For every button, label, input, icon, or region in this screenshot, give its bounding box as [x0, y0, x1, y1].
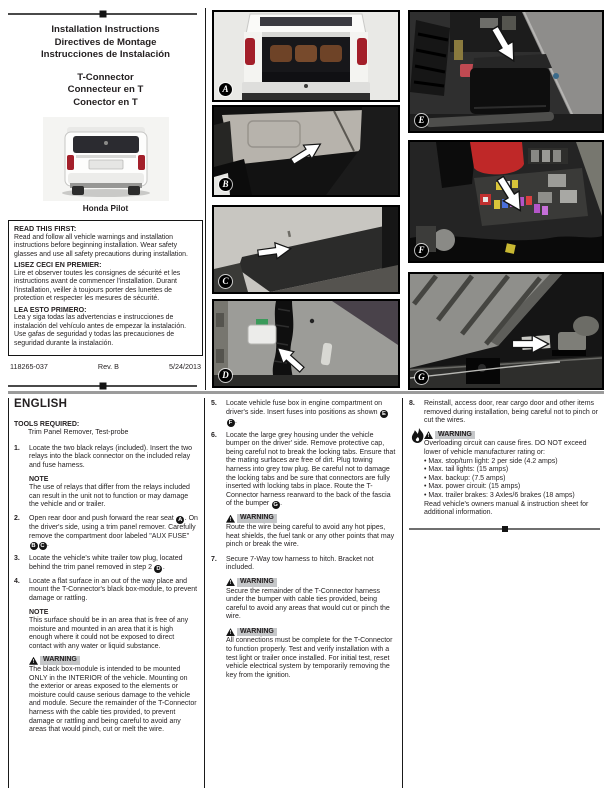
photo-label-a: A: [219, 83, 232, 96]
circled-letter-badge: C: [40, 543, 45, 550]
step-2: [14, 515, 198, 550]
warning-header: [226, 514, 397, 523]
warning-triangle-icon: !: [29, 657, 38, 665]
vehicle-caption: Honda Pilot: [82, 204, 129, 213]
step-text: Open rear door and push forward the rear seat A . On the driver's side, using a trim panel remover. Carefully remove the compartment door labeled "AUX FUSE" B C .: [29, 514, 198, 550]
step-text: Locate a flat surface in an out of the way place and mount the T-Connector's black box-module, to prevent damage or rattling.: [29, 577, 198, 602]
part-number: 118265-037: [10, 362, 48, 371]
warning-header: [226, 628, 397, 637]
footer-rule: [8, 385, 197, 387]
step-text: Locate the large grey housing under the vehicle bumper on the driver' side. Remove protective cap, being careful not to break the locking tabs. Ensure that the mating surfaces are free of dirt. Plug towing harness into grey tow plug. Be careful not to damage the locking tabs and be sure that connectors are fully inserted with locking tabs in place. Route the T-Connector harness rearward to the back of the fascia of the bumper G .: [226, 431, 396, 509]
instructions-column-2: [211, 400, 397, 686]
photo-label-f: F: [415, 244, 428, 257]
photo-a-cargo-area: [212, 10, 400, 102]
note-label: NOTE: [29, 475, 49, 483]
step-number: 7.: [211, 555, 217, 563]
step-number: 5.: [211, 400, 217, 407]
warning-outro: Read vehicle's owners manual & instruction sheet for additional information.: [424, 500, 589, 517]
instructions-column-3: [409, 400, 600, 530]
step-number: 3.: [14, 555, 20, 563]
warning-triangle-icon: !: [226, 515, 235, 523]
warning-body: Secure the remainder of the T-Connector harness under the bumper with cable ties provided, being careful to avoid any areas that would cut or pinch the wire.: [226, 587, 390, 621]
product-line-es: Conector en T: [73, 96, 138, 108]
warning-intro: Overloading circuit can cause fires. DO NOT exceed lower of vehicle manufacturer rating or:: [424, 440, 587, 456]
instructions-column-1: [14, 400, 198, 741]
circled-letter-badge: G: [273, 502, 278, 509]
step-number: 6.: [211, 431, 217, 439]
warning-body: The black box-module is intended to be mounted ONLY in the INTERIOR of the vehicle. Mounting on the exterior or areas exposed to the elements or moisture could cause serious damage to the vehicle and module. Secure the remainder of the T-Connector harness with the cable ties provided, to prevent damage or rattling and being careful to avoid any areas that would pinch, cut or melt the wire.: [29, 666, 197, 734]
warning-rating-list: [424, 458, 600, 501]
rating-bullet-item: • Max. stop/turn light: 2 per side (4.2 amps): [424, 458, 600, 467]
column-divider-top: [205, 8, 206, 390]
column-divider-2: [402, 398, 403, 788]
note-label: NOTE: [29, 608, 49, 616]
step-8: [409, 400, 600, 426]
photo-c-trim-panel: [212, 205, 400, 294]
document-title: [8, 24, 203, 62]
read-first-heading-en: READ THIS FIRST:: [14, 225, 77, 233]
note-body: This surface should be in an area that is free of any moisture and mounted in an area that it is high enough where it could not be exposed to direct contact with any water or liquid substance.: [29, 617, 189, 650]
title-line-en: Installation Instructions: [51, 24, 160, 35]
section-divider-bar: [8, 391, 604, 394]
step-4: [14, 578, 198, 604]
step-text: Locate the two black relays (included). Insert the two relays into the black connector on the included relay and fuse harness.: [29, 444, 193, 469]
step-text: Locate vehicle fuse box in engine compartment on driver's side. Insert fuses into positions as shown EF .: [226, 400, 397, 427]
warning-header: [424, 431, 600, 440]
warning-triangle-icon: !: [226, 628, 235, 636]
warning-word: WARNING: [237, 578, 277, 587]
photo-label-c: C: [219, 275, 232, 288]
step-6: [211, 432, 397, 510]
read-first-heading-fr: LISEZ CECI EN PREMIER:: [14, 261, 102, 269]
note-4: [29, 609, 198, 652]
step-number: 8.: [409, 400, 415, 407]
rule-square: [502, 526, 508, 532]
warning-step-7b: [226, 628, 397, 681]
photo-label-g: G: [415, 371, 428, 384]
step-7: [211, 556, 397, 573]
fire-icon: [411, 428, 425, 444]
read-first-heading-es: LEA ESTO PRIMERO:: [14, 305, 87, 314]
warning-body: Route the wire being careful to avoid any hot pipes, heat shields, the fuel tank or any other points that may pinch or break the wire.: [226, 523, 395, 549]
title-column: [8, 8, 203, 371]
circled-letter-badge: F: [227, 419, 235, 427]
step-number: 4.: [14, 577, 20, 585]
photo-g-grey-tow-plug: [408, 272, 604, 390]
warning-header: [29, 656, 198, 665]
note-body: The use of relays that differ from the relays included can result in the unit not to function or may damage the vehicle and or trailer.: [29, 484, 190, 509]
warning-header: [226, 578, 397, 587]
step-3: [14, 555, 198, 573]
step-1: [14, 445, 198, 471]
note-1: [29, 476, 198, 510]
rating-bullet-item: • Max. power circuit: (15 amps): [424, 483, 600, 492]
document-meta: [8, 362, 203, 371]
title-line-es: Instrucciones de Instalación: [40, 49, 171, 60]
language-heading: ENGLISH: [14, 398, 68, 410]
vehicle-photo: [43, 117, 169, 201]
warning-step-7a: [226, 578, 397, 622]
photo-f-fuse-positions: [408, 140, 604, 263]
read-first-box: [8, 220, 203, 356]
warning-step-6: [226, 514, 397, 549]
column-divider-1: [204, 398, 205, 788]
tools-required-heading: TOOLS REQUIRED:: [14, 420, 80, 428]
step-5: [211, 400, 397, 427]
warning-word: WARNING: [237, 514, 277, 523]
photo-b-floor-panel: [212, 105, 400, 197]
product-name: [8, 72, 203, 110]
step-text: Locate the vehicle's white trailer tow plug, located behind the trim panel removed in step 2 D .: [29, 555, 183, 572]
warning-triangle-icon: !: [226, 578, 235, 586]
photo-d-tow-plug-connector: [212, 299, 400, 388]
warning-fire-hazard: [424, 431, 600, 518]
step-number: 2.: [14, 514, 20, 522]
photo-e-fuse-box-cover: [408, 10, 604, 133]
step-number: 1.: [14, 444, 20, 452]
circled-letter-badge: B: [31, 543, 36, 550]
step-text: Reinstall, access door, rear cargo door and other items removed during installation, being careful not to pinch or cut the wires.: [424, 400, 598, 425]
warning-triangle-icon: !: [424, 431, 433, 439]
photo-label-d: D: [219, 369, 232, 382]
tools-required-body: Trim Panel Remover, Test-probe: [28, 429, 129, 437]
rating-bullet-item: • Max. trailer brakes: 3 Axles/6 brakes (18 amps): [424, 492, 600, 501]
read-first-body-en: Read and follow all vehicle warnings and installation instructions before beginning installation. Wear safety glasses and use all safety precautions during installation.: [14, 233, 188, 258]
step-text: Secure 7-Way tow harness to hitch. Bracket not included.: [226, 555, 374, 572]
circled-letter-badge: D: [156, 565, 161, 572]
read-first-body-fr: Lire et observer toutes les consignes de sécurité et les instructions avant de commencer l'installation. Durant l'installation, veiller à toujours porter des lunettes de protection et respecter les mesures de sécurité.: [14, 269, 181, 302]
warning-step-4: [29, 656, 198, 734]
warning-body: All connections must be complete for the T-Connector to function properly. Test and verify installation with a test light or trailer once installed. For initial test, reset vehicle electrical system by temporarily removing the key from the ignition.: [226, 637, 393, 679]
circled-letter-badge: E: [380, 410, 388, 418]
title-line-fr: Directives de Montage: [54, 36, 157, 48]
warning-word: WARNING: [435, 431, 475, 440]
end-of-document-rule: [409, 528, 600, 530]
read-first-body-es: Lea y siga todas las advertencias e instrucciones de instalación del vehículo antes de empezar la instalación. Use gafas de seguridad y todas las precauciones de seguridad durante la instalación.: [14, 314, 186, 347]
rating-bullet-item: • Max. tail lights: (15 amps): [424, 466, 600, 475]
rule-square: [99, 383, 106, 390]
warning-word: WARNING: [40, 656, 80, 665]
photo-label-b: B: [219, 178, 232, 191]
circled-letter-badge: A: [178, 516, 183, 523]
product-line-fr: Connecteur en T: [67, 84, 144, 95]
margin-rule-left: [8, 398, 9, 788]
revision: Rev. B: [97, 362, 119, 371]
photo-label-e: E: [415, 114, 428, 127]
warning-word: WARNING: [237, 628, 277, 637]
date: 5/24/2013: [169, 362, 201, 371]
rating-bullet-item: • Max. backup: (7.5 amps): [424, 475, 600, 484]
product-line-en: T-Connector: [77, 71, 134, 83]
